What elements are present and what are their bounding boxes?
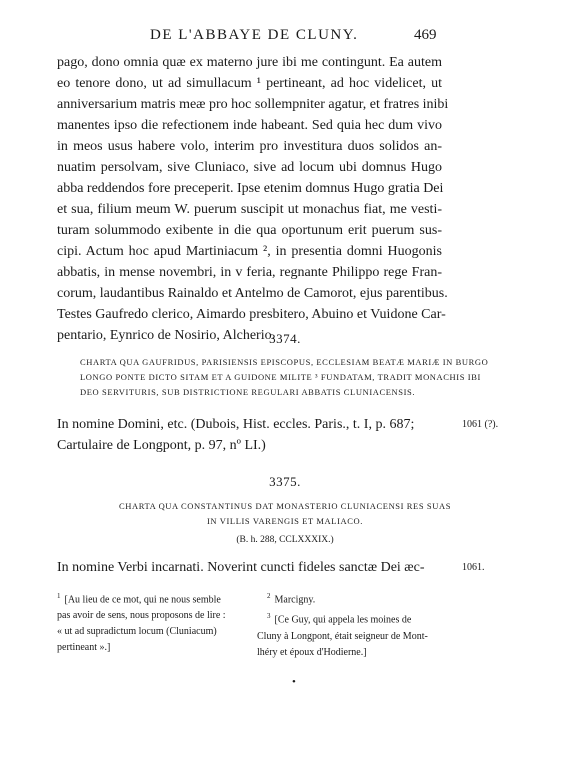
running-title: DE L'ABBAYE DE CLUNY. [150, 27, 359, 43]
footnote-line: « ut ad supradictum locum (Cluniacum) [57, 626, 217, 638]
text-line: eo tenore dono, ut ad simullacum ¹ pertineant, ad hoc videlicet, ut [57, 76, 442, 91]
reference-line: Cartulaire de Longpont, p. 97, nº LI.) [57, 438, 266, 453]
charter-title-line: IN VILLIS VARENGIS ET MALIACO. [207, 516, 363, 526]
text-line: pentario, Eynrico de Nosirio, Alcherio. [57, 328, 276, 343]
margin-date: 1061. [462, 562, 485, 573]
charter-title-line: CHARTA QUA GAUFRIDUS, PARISIENSIS EPISCOPUS, ECCLESIAM BEATÆ MARIÆ IN BURGO [80, 357, 489, 367]
charter-title-line: DEO SERVITURIS, SUB DISTRICTIONE REGULARI ABBATIS CLUNIACENSIS. [80, 387, 416, 397]
charter-number: 3374. [269, 331, 301, 346]
text-line: Testes Gaufredo clerico, Aimardo presbitero, Abuino et Vuidone Car- [57, 307, 446, 322]
text-line: abbatis, in mense novembri, in v feria, regnante Philippo rege Fran- [57, 265, 442, 280]
text-line: in meos usus habere volo, interim pro investitura duos solidos an- [57, 139, 442, 154]
footnote-line: $^3$ [Ce Guy, qui appela les moines de [267, 612, 412, 626]
text-line: pago, dono omnia quæ ex materno jure ibi me contingunt. Ea autem [57, 55, 442, 70]
printer-mark-icon: • [292, 676, 296, 688]
footnote-column-right [257, 588, 428, 661]
footnote-line: $^1$ [Au lieu de ce mot, qui ne nous semble [57, 592, 221, 606]
footnote-line: pertineant ».] [57, 642, 111, 654]
text-line: abba reddendos fore preceperit. Ipse etenim domnus Hugo gratia Dei [57, 181, 444, 196]
text-line: manentes ipso die refectionem inde habeant. Sed quia hec dum vivo [57, 118, 442, 133]
text-line: et sua, filium meum W. puerum suscipit ut monachus fiat, me vesti- [57, 202, 442, 217]
charter-body-text [57, 52, 449, 346]
page-number: 469 [414, 27, 437, 43]
source-reference: (B. h. 288, CCLXXXIX.) [236, 535, 334, 545]
footnote-mark: 3 [267, 612, 271, 621]
charter-title-line: CHARTA QUA CONSTANTINUS DAT MONASTERIO CLUNIACENSI RES SUAS [118, 501, 452, 511]
footnote-line: $^2$ Marcigny. [267, 592, 316, 606]
text-line: nuatim persolvam, sive Cluniaco, sive ad locum ubi domnus Hugo [57, 160, 442, 175]
text-line: corum, laudantibus Rainaldo et Antelmo de Camorot, ejus parentibus. [57, 286, 448, 301]
charter-title-line: LONGO PONTE DICTO SITAM ET A GUIDONE MILITE ³ FUNDATAM, TRADIT MONACHIS IBI [80, 372, 481, 382]
text-line: anniversarium matris meæ pro hoc sollempniter agatur, et fratres inibi [57, 97, 449, 112]
footnote-line: lhéry et époux d'Hodierne.] [257, 646, 367, 658]
footnote-column-left [57, 588, 226, 656]
footnote-line: Cluny à Longpont, était seigneur de Mont- [257, 630, 428, 642]
footnote-mark: 1 [57, 592, 61, 600]
margin-date: 1061 (?). [462, 419, 499, 430]
footnote-line: pas avoir de sens, nous proposons de lire : [57, 610, 226, 622]
charter-title [0, 499, 570, 529]
charter-number: 3375. [269, 474, 301, 489]
charter-title [80, 355, 488, 400]
text-line: cipi. Actum hoc apud Martiniacum ², in presentia domni Huogonis [57, 244, 442, 259]
reference-line: In nomine Domini, etc. (Dubois, Hist. eccles. Paris., t. I, p. 687; [57, 417, 415, 432]
text-line: In nomine Verbi incarnati. Noverint cuncti fideles sanctæ Dei æc- [57, 560, 425, 575]
charter-opening [57, 557, 442, 578]
footnote-mark: 2 [267, 592, 271, 600]
text-line: turam solummodo exibente in die qua oportunum erit puerum sus- [57, 223, 442, 238]
charter-reference [57, 414, 442, 456]
